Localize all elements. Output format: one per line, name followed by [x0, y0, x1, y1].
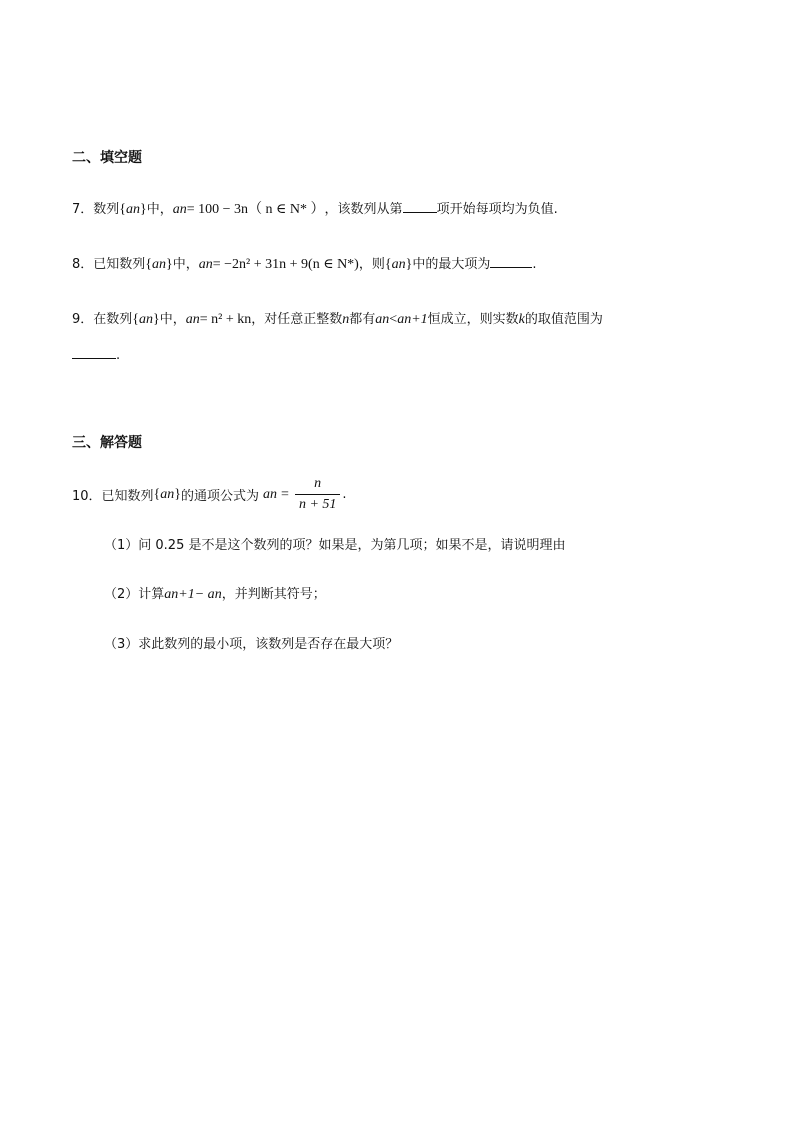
q7-answer-blank[interactable] [403, 200, 437, 213]
section-title-fill: 二、填空题 [72, 150, 142, 166]
q10-part-3: （3）求此数列的最小项，该数列是否存在最大项？ [104, 637, 399, 652]
question-7: 7．数列 { a n } 中， a n = 100 − 3n （ n ∈ N* ） ，该数列从第 项开始每项均为负值. [72, 198, 558, 218]
q10-number: 10．已知数列 [72, 489, 154, 504]
q8-number: 8．已知数列 [72, 257, 146, 272]
q9-formula: = n² + kn [199, 312, 252, 327]
q8-condition: (n ∈ N*) [308, 257, 359, 272]
q8-formula: = −2n² + 31n + 9 [212, 257, 309, 272]
q7-formula: = 100 − 3n [186, 202, 249, 217]
question-8: 8．已知数列 { a n } 中， a n = −2n² + 31n + 9 (n ∈ N*) ，则 { a n } 中的最大项为 . [72, 253, 537, 273]
section-title-solve: 三、解答题 [72, 435, 142, 451]
q8-answer-blank[interactable] [490, 255, 532, 268]
q10-fraction: $\frac{n}{n + 51}$ [295, 476, 340, 513]
q10-part-1: （1）问 0.25 是不是这个数列的项？如果是，为第几项；如果不是，请说明理由 [104, 538, 566, 553]
question-9: 9．在数列 { a n } 中， a n = n² + kn ，对任意正整数 n 都有 a n < a n+1 恒成立，则实数 k 的取值范围为 [72, 308, 603, 328]
q7-condition: （ n ∈ N* ） [248, 202, 325, 217]
question-10: 10．已知数列 { a n } 的通项公式为 a n = $\frac{n}{n + 51}$ . [72, 476, 347, 512]
q7-number: 7．数列 [72, 202, 120, 217]
question-9-line2: . [72, 346, 120, 363]
q9-answer-blank[interactable] [72, 346, 116, 359]
q9-number: 9．在数列 [72, 312, 133, 327]
q10-part-2: （2）计算 a n+1 − a n ，并判断其符号； [104, 587, 326, 602]
